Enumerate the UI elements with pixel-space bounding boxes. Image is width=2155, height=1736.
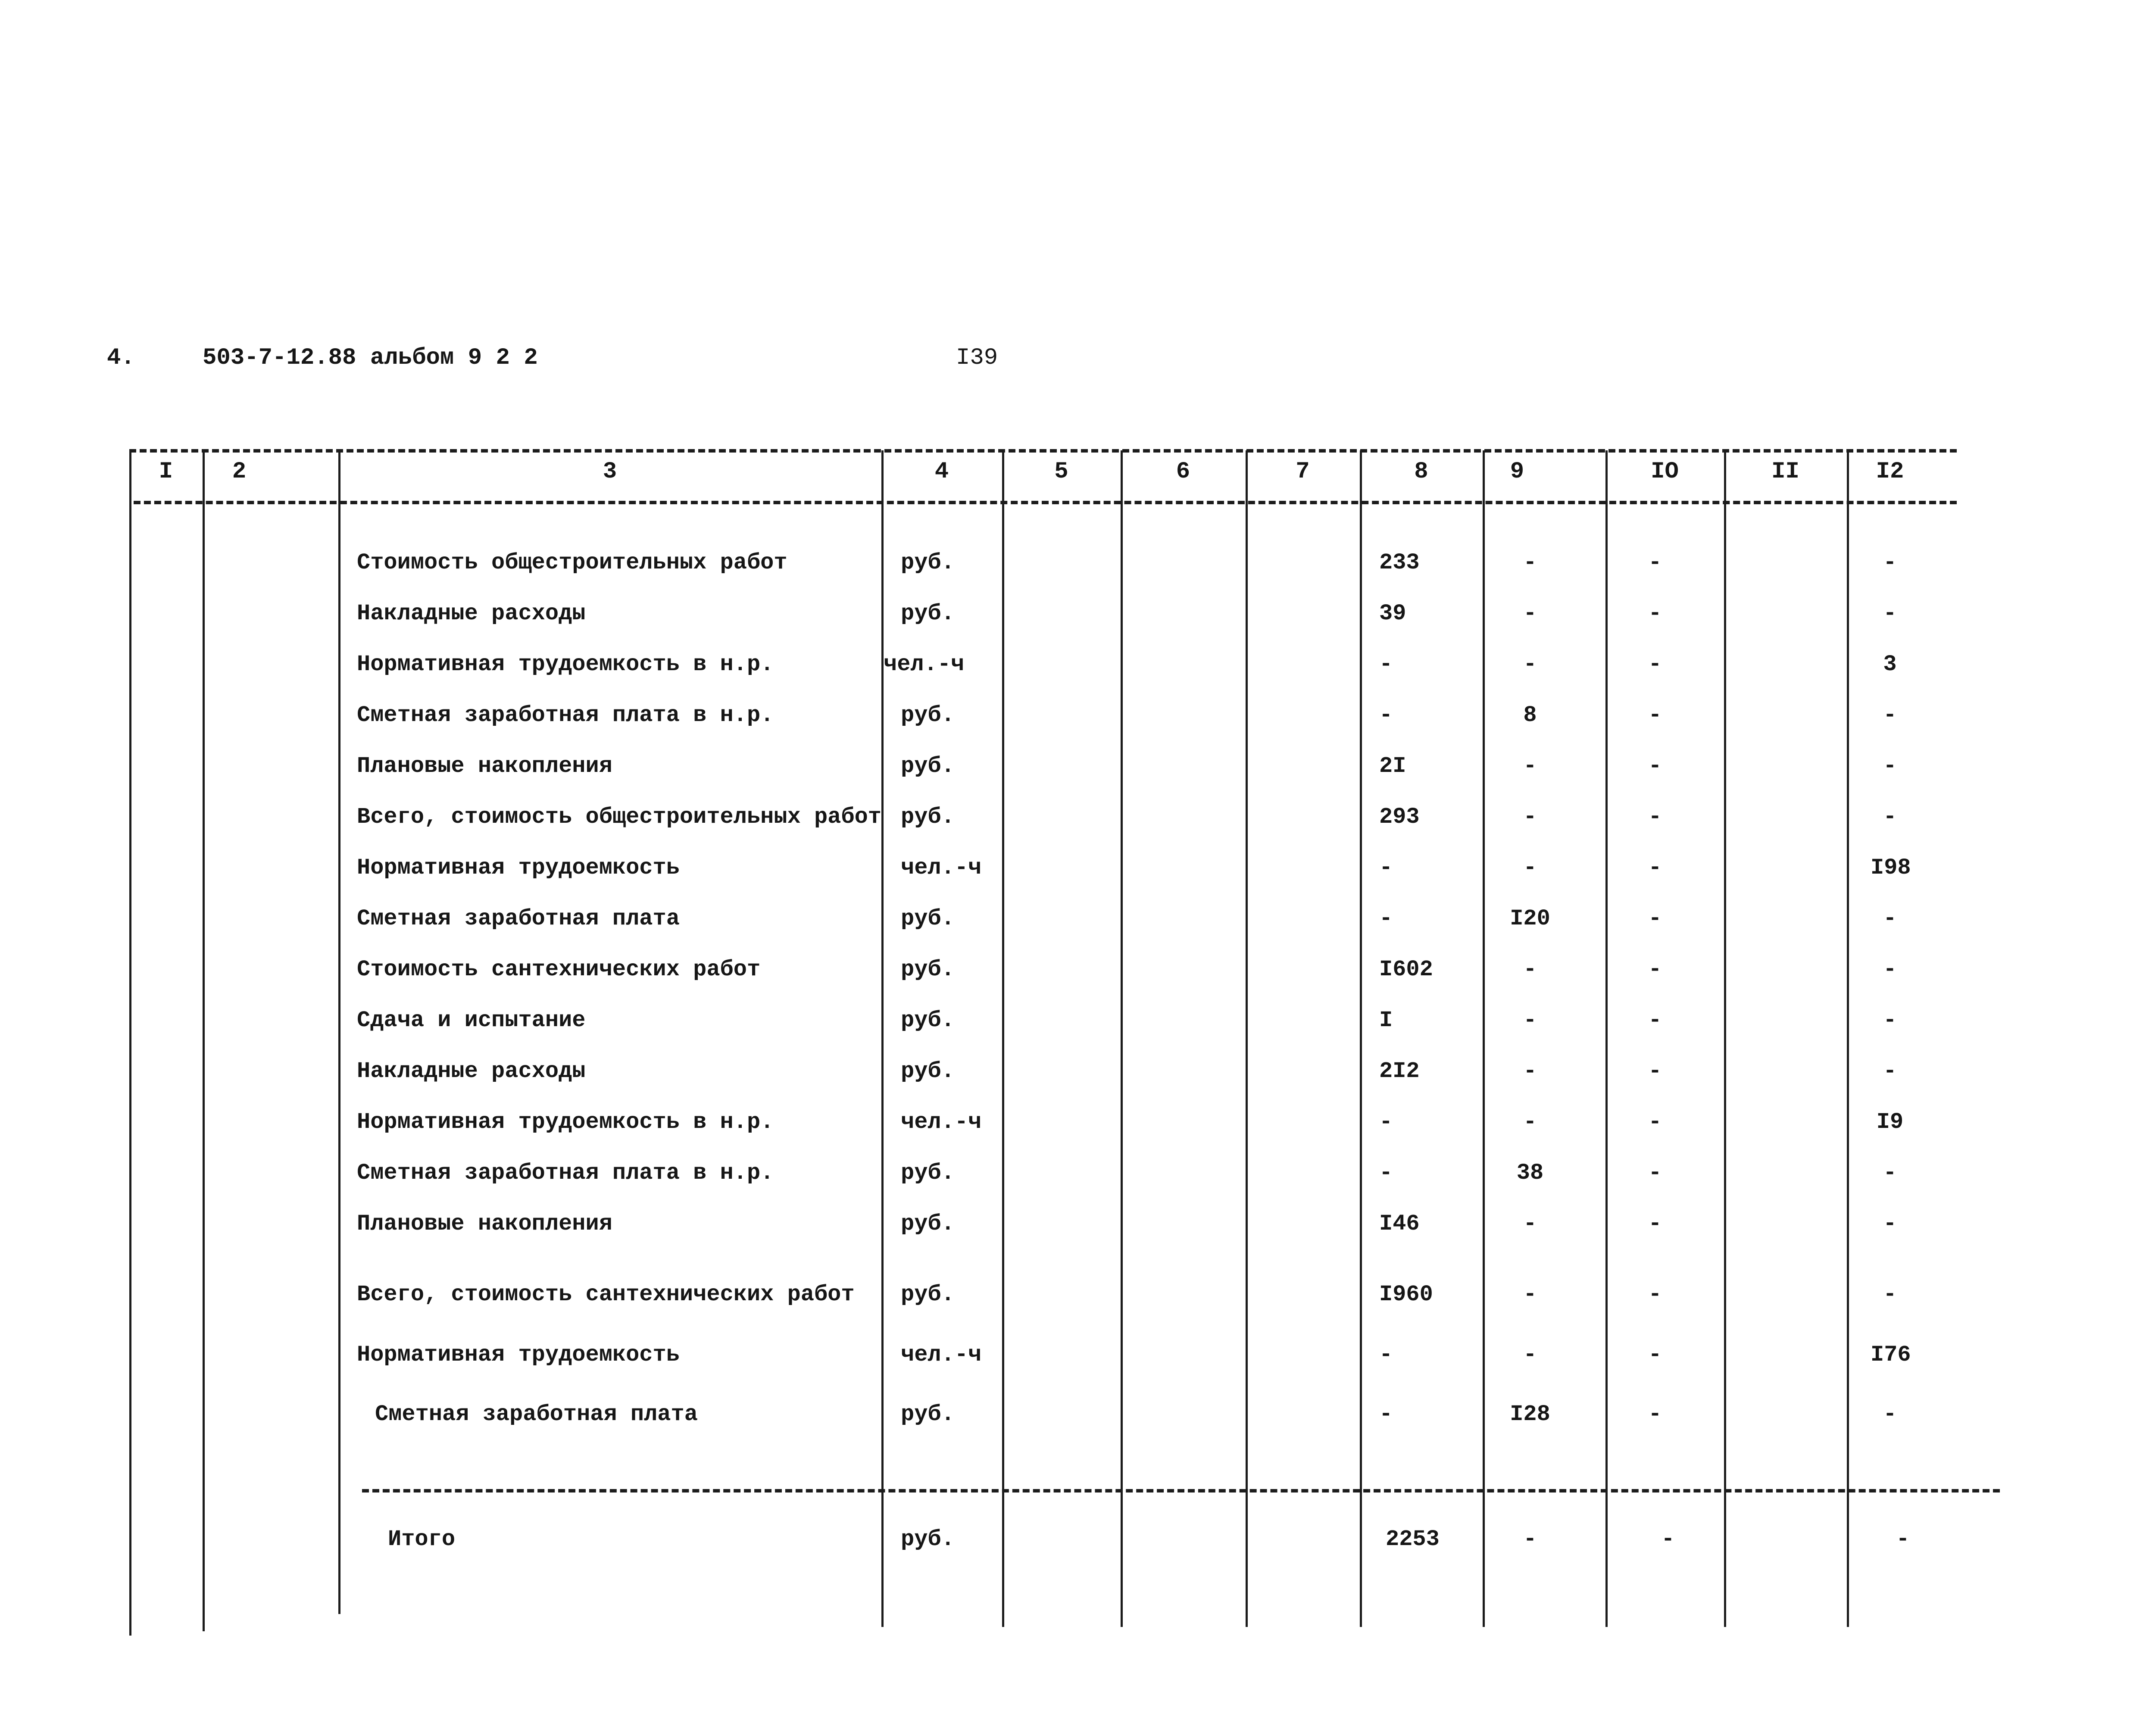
column-number: I — [159, 459, 173, 485]
row-unit: руб. — [901, 804, 955, 830]
row-unit: руб. — [901, 1160, 955, 1186]
document-code: 503-7-12.88 альбом 9 2 2 — [203, 345, 538, 371]
row-value-col8: 233 — [1379, 550, 1420, 575]
row-value-col10: - — [1648, 753, 1662, 779]
section-number: 4. — [107, 345, 135, 371]
row-value-col10: - — [1648, 1342, 1662, 1368]
row-name: Нормативная трудоемкость — [357, 855, 680, 880]
row-value-col10: - — [1648, 601, 1662, 626]
row-unit: чел.-ч — [901, 855, 982, 880]
row-value-col8: I46 — [1379, 1211, 1420, 1236]
column-divider — [338, 450, 340, 1614]
row-value-col10: - — [1648, 1282, 1662, 1307]
row-value-col9: - — [1523, 601, 1537, 626]
row-value-col12: - — [1883, 906, 1897, 931]
row-value-col9: 8 — [1523, 703, 1537, 728]
row-value-col8: I — [1379, 1008, 1393, 1033]
column-number: 3 — [603, 459, 617, 485]
row-unit: руб. — [901, 1008, 955, 1033]
row-value-col12: 3 — [1883, 652, 1897, 677]
row-value-col9: I20 — [1510, 906, 1550, 931]
total-label: Итого — [388, 1527, 456, 1552]
row-unit: руб. — [901, 1282, 955, 1307]
column-number: 7 — [1296, 459, 1310, 485]
row-unit: руб. — [901, 1402, 955, 1427]
row-unit: чел.-ч — [901, 1109, 982, 1135]
row-value-col10: - — [1648, 957, 1662, 982]
row-value-col9: - — [1523, 1109, 1537, 1135]
row-value-col10: - — [1648, 1008, 1662, 1033]
row-name: Стоимость сантехнических работ — [357, 957, 761, 982]
row-name: Нормативная трудоемкость в н.р. — [357, 652, 774, 677]
row-value-col12: I9 — [1876, 1109, 1904, 1135]
row-value-col9: - — [1523, 550, 1537, 575]
row-value-col12: - — [1883, 1402, 1897, 1427]
row-value-col8: - — [1379, 1402, 1393, 1427]
row-unit: руб. — [901, 1058, 955, 1084]
column-divider — [129, 450, 131, 1636]
row-value-col12: - — [1883, 1058, 1897, 1084]
column-number: 2 — [232, 459, 247, 485]
row-value-col8: 2I — [1379, 753, 1406, 779]
row-value-col10: - — [1648, 652, 1662, 677]
row-value-col8: - — [1379, 703, 1393, 728]
row-value-col12: I98 — [1871, 855, 1911, 880]
column-number: I2 — [1876, 459, 1904, 485]
row-unit: руб. — [901, 906, 955, 931]
row-value-col8: - — [1379, 1109, 1393, 1135]
row-name: Плановые накопления — [357, 1211, 612, 1236]
row-name: Сметная заработная плата в н.р. — [357, 703, 774, 728]
row-value-col9: - — [1523, 753, 1537, 779]
total-value-col10: - — [1661, 1527, 1675, 1552]
row-value-col12: - — [1883, 550, 1897, 575]
row-unit: руб. — [901, 753, 955, 779]
row-value-col9: I28 — [1510, 1402, 1550, 1427]
row-value-col12: - — [1883, 1282, 1897, 1307]
page-number: I39 — [956, 345, 998, 371]
row-value-col8: - — [1379, 1342, 1393, 1368]
row-value-col10: - — [1648, 906, 1662, 931]
row-value-col10: - — [1648, 550, 1662, 575]
column-number: II — [1771, 459, 1799, 485]
row-value-col12: I76 — [1871, 1342, 1911, 1368]
row-unit: чел.-ч — [901, 1342, 982, 1368]
column-divider — [203, 450, 205, 1631]
row-value-col10: - — [1648, 855, 1662, 880]
row-value-col9: - — [1523, 804, 1537, 830]
row-value-col12: - — [1883, 957, 1897, 982]
row-value-col12: - — [1883, 753, 1897, 779]
row-value-col9: - — [1523, 1008, 1537, 1033]
row-value-col10: - — [1648, 1402, 1662, 1427]
row-value-col10: - — [1648, 1058, 1662, 1084]
column-divider — [1483, 450, 1485, 1627]
row-value-col12: - — [1883, 601, 1897, 626]
row-name: Стоимость общестроительных работ — [357, 550, 787, 575]
row-value-col9: - — [1523, 1211, 1537, 1236]
column-divider — [1121, 450, 1123, 1627]
row-value-col8: - — [1379, 1160, 1393, 1186]
row-name: Сдача и испытание — [357, 1008, 586, 1033]
row-name: Накладные расходы — [357, 601, 586, 626]
column-divider — [1360, 450, 1362, 1627]
column-number: 5 — [1054, 459, 1068, 485]
total-value-col12: - — [1896, 1527, 1910, 1552]
row-value-col9: 38 — [1516, 1160, 1544, 1186]
row-value-col9: - — [1523, 652, 1537, 677]
row-value-col8: 39 — [1379, 601, 1406, 626]
row-value-col8: I602 — [1379, 957, 1433, 982]
row-name: Нормативная трудоемкость — [357, 1342, 680, 1368]
row-name: Всего, стоимость сантехнических работ — [357, 1282, 855, 1307]
row-unit: руб. — [901, 601, 955, 626]
row-name: Сметная заработная плата в н.р. — [357, 1160, 774, 1186]
row-value-col10: - — [1648, 1160, 1662, 1186]
row-value-col10: - — [1648, 1109, 1662, 1135]
column-divider — [1724, 450, 1726, 1627]
row-value-col9: - — [1523, 1282, 1537, 1307]
total-value-col8: 2253 — [1386, 1527, 1440, 1552]
column-number: 4 — [934, 459, 949, 485]
row-value-col9: - — [1523, 957, 1537, 982]
row-unit: руб. — [901, 550, 955, 575]
row-name: Плановые накопления — [357, 753, 612, 779]
row-value-col9: - — [1523, 1342, 1537, 1368]
row-value-col12: - — [1883, 703, 1897, 728]
row-value-col8: 293 — [1379, 804, 1420, 830]
row-value-col12: - — [1883, 804, 1897, 830]
header-bottom-rule — [134, 501, 1957, 504]
column-number: 8 — [1414, 459, 1428, 485]
row-value-col12: - — [1883, 1160, 1897, 1186]
row-value-col8: - — [1379, 652, 1393, 677]
row-name: Сметная заработная плата — [357, 906, 680, 931]
row-unit: чел.-ч — [884, 652, 965, 677]
row-value-col10: - — [1648, 1211, 1662, 1236]
row-value-col8: 2I2 — [1379, 1058, 1420, 1084]
row-value-col8: I960 — [1379, 1282, 1433, 1307]
row-value-col8: - — [1379, 906, 1393, 931]
row-value-col9: - — [1523, 855, 1537, 880]
row-name: Всего, стоимость общестроительных работ — [357, 804, 881, 830]
total-unit: руб. — [901, 1527, 955, 1552]
row-value-col10: - — [1648, 703, 1662, 728]
total-separator-rule — [362, 1489, 2000, 1492]
row-value-col12: - — [1883, 1008, 1897, 1033]
row-unit: руб. — [901, 703, 955, 728]
column-divider — [881, 450, 884, 1627]
row-name: Накладные расходы — [357, 1058, 586, 1084]
table-top-rule — [129, 449, 1957, 453]
row-value-col12: - — [1883, 1211, 1897, 1236]
total-value-col9: - — [1523, 1527, 1537, 1552]
column-number: IO — [1651, 459, 1679, 485]
column-divider — [1246, 450, 1248, 1627]
column-divider — [1847, 450, 1849, 1627]
row-value-col9: - — [1523, 1058, 1537, 1084]
row-name: Нормативная трудоемкость в н.р. — [357, 1109, 774, 1135]
column-divider — [1605, 450, 1608, 1627]
column-divider — [1002, 450, 1004, 1627]
column-number: 9 — [1510, 459, 1524, 485]
row-unit: руб. — [901, 957, 955, 982]
column-number: 6 — [1176, 459, 1190, 485]
row-unit: руб. — [901, 1211, 955, 1236]
row-value-col8: - — [1379, 855, 1393, 880]
row-name: Сметная заработная плата — [375, 1402, 698, 1427]
row-value-col10: - — [1648, 804, 1662, 830]
